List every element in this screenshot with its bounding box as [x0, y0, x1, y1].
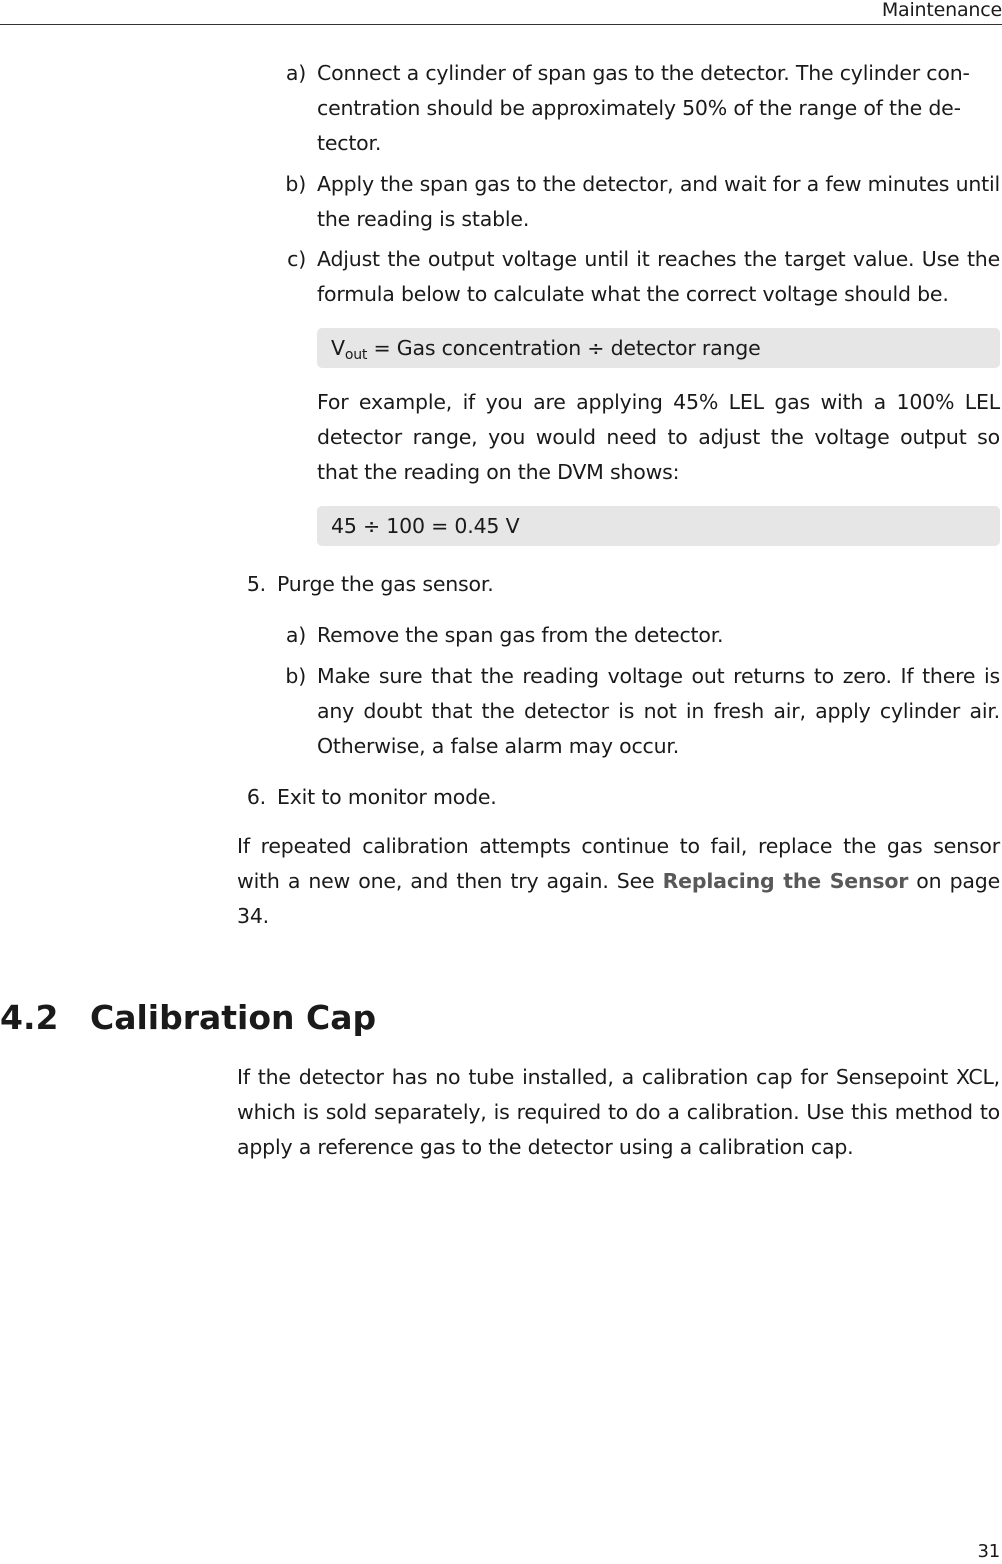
formula-v: V — [331, 336, 345, 360]
step-a-text: Connect a cylinder of span gas to the detector. The cylinder con- centration should be approximately 50% of the range of the de- tector. — [317, 61, 970, 155]
step-5a-text: Remove the span gas from the detector. — [317, 623, 724, 647]
step-5-label: 5. — [246, 572, 266, 596]
step-b-label: b) — [285, 172, 306, 196]
formula-rest: = Gas concentration ÷ detector range — [367, 336, 761, 360]
step-5b-label: b) — [285, 664, 306, 688]
section-title: Calibration Cap — [90, 998, 377, 1037]
step-6-label: 6. — [246, 785, 266, 809]
step-c-text: Adjust the output voltage until it reaches the target value. Use the formula below to calculate what the correct voltage should be. — [317, 247, 1000, 306]
step-5-text: Purge the gas sensor. — [277, 572, 494, 596]
formula-sub: out — [344, 347, 368, 363]
step-5a-label: a) — [285, 623, 306, 647]
example-text: For example, if you are applying 45% LEL gas with a 100% LEL detector range, you would need to adjust the voltage output so that the reading on the DVM shows: — [317, 390, 1000, 484]
header-divider — [0, 24, 1002, 25]
repeat-text-pre: If repeated calibration attempts continue to fail, replace the gas sensor with a new one, and then try again. See — [237, 834, 1000, 893]
repeat-text-post: on page 34. — [237, 869, 1000, 928]
running-header: Maintenance — [881, 0, 1002, 21]
replacing-sensor-link[interactable]: Replacing the Sensor — [662, 869, 909, 893]
step-6-text: Exit to monitor mode. — [277, 785, 497, 809]
section-body: If the detector has no tube installed, a calibration cap for Sensepoint XCL, which is sold separately, is required to do a calibration. Use this method to apply a reference gas to the detector using a calibration cap. — [237, 1065, 1000, 1159]
page-number: 31 — [977, 1541, 1000, 1562]
step-a-label: a) — [285, 61, 306, 85]
section-heading — [0, 995, 376, 1041]
step-5b-text: Make sure that the reading voltage out returns to zero. If there is any doubt that the detector is not in fresh air, apply cylinder air. Otherwise, a false alarm may occur. — [317, 664, 1000, 758]
formula-box-vout — [317, 328, 1000, 368]
step-b-text: Apply the span gas to the detector, and wait for a few minutes until the reading is stable. — [317, 172, 1000, 231]
formula-box-example: 45 ÷ 100 = 0.45 V — [317, 506, 1000, 546]
section-number: 4.2 — [0, 998, 59, 1037]
repeat-calibration-paragraph — [237, 829, 1000, 934]
step-c-label: c) — [287, 247, 306, 271]
